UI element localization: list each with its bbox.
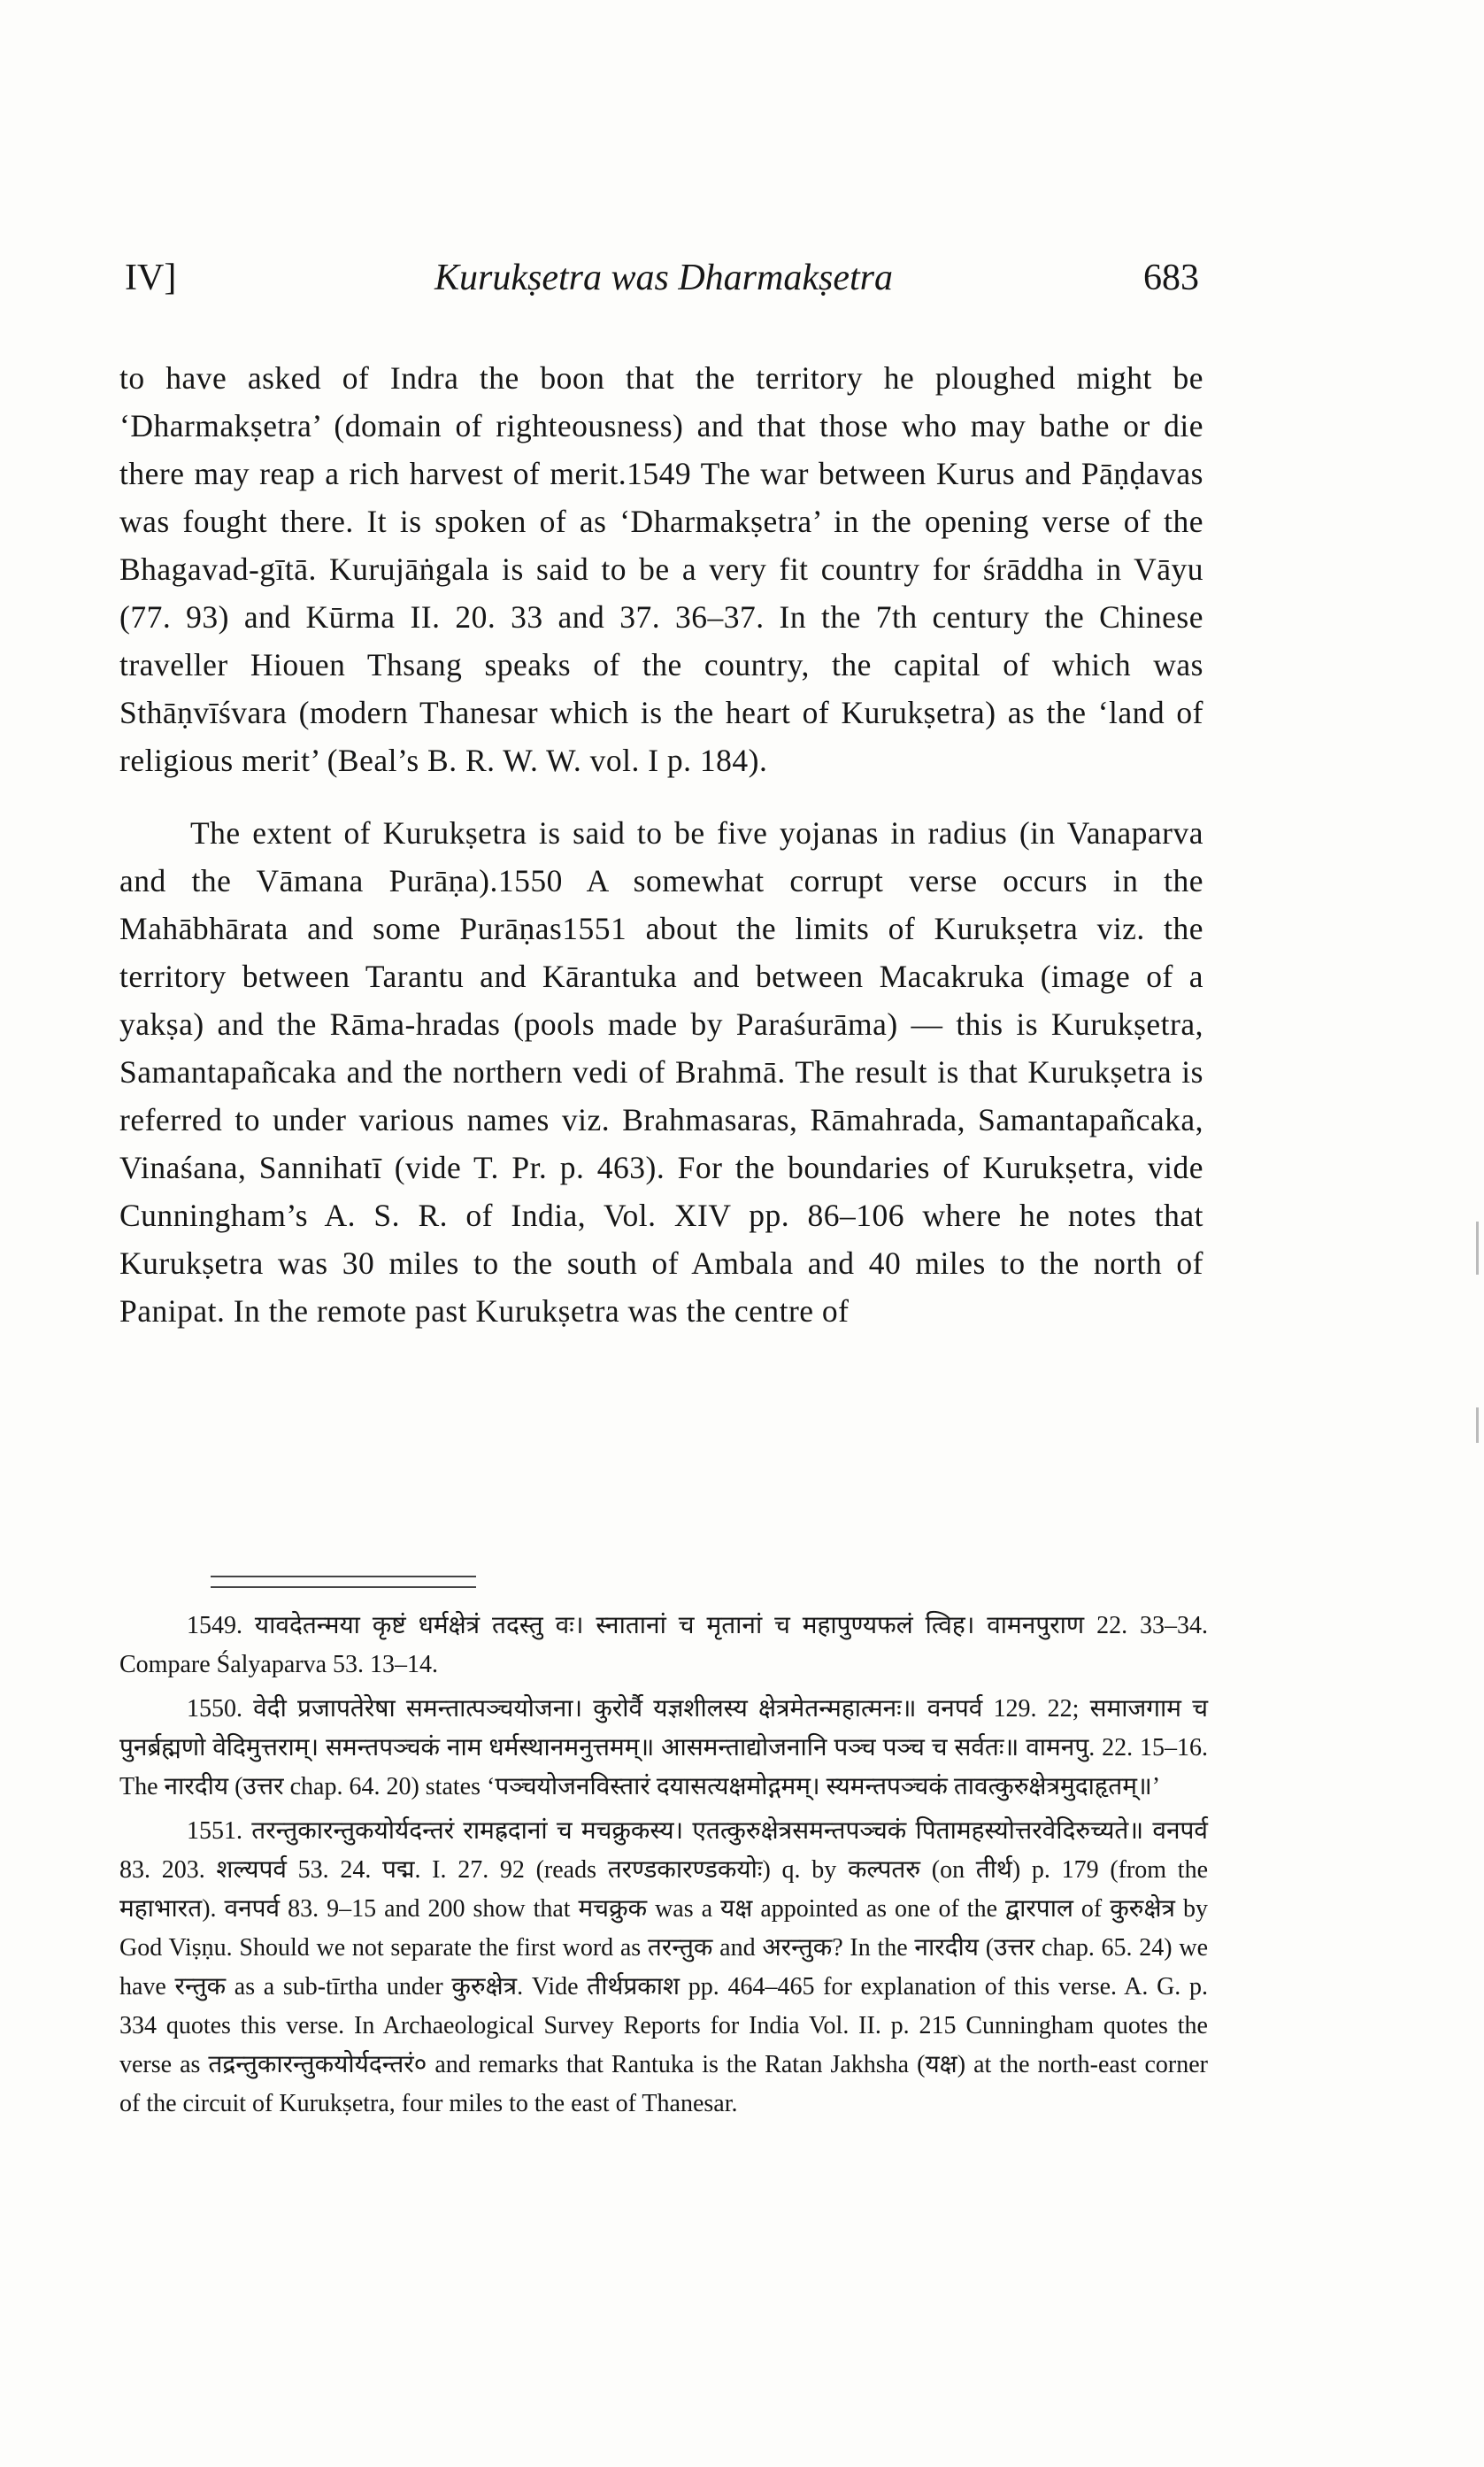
chapter-marker: IV] [125,258,177,298]
footnote-separator [211,1576,476,1588]
scan-edge-mark [1476,1407,1479,1443]
footnotes [119,1607,1208,2129]
footnote-1551: 1551. तरन्तुकारन्तुकयोर्यदन्तरं रामह्रदानां च मचक्रुकस्य। एतत्कुरुक्षेत्रसमन्तपञ्चकं पितामहस्योत्तरवेदिरुच्यते॥ वनपर्व 83. 203. शल्यपर्व 53. 24. पद्म. I. 27. 92 (reads तरण्डकारण्डकयोः) q. by कल्पतरु (on तीर्थ) p. 179 (from the महाभारत). वनपर्व 83. 9–15 and 200 show that मचक्रुक was a यक्ष appointed as one of the द्वारपाल of कुरुक्षेत्र by God Viṣṇu. Should we not separate the first word as तरन्तुक and अरन्तुक? In the नारदीय (उत्तर chap. 65. 24) we have रन्तुक as a sub-tīrtha under कुरुक्षेत्र. Vide तीर्थप्रकाश pp. 464–465 for explanation of this verse. A. G. p. 334 quotes this verse. In Archaeological Survey Reports for India Vol. II. p. 215 Cunningham quotes the verse as तद्रन्तुकारन्तुकयोर्यदन्तरं० and remarks that Rantuka is the Ratan Jakhsha (यक्ष) at the north-east corner of the circuit of Kurukṣetra, four miles to the east of Thanesar. [119,1817,1208,2117]
running-title: Kurukṣetra was Dharmakṣetra [434,258,893,298]
footnote-1550: 1550. वेदी प्रजापतेरेषा समन्तात्पञ्चयोजना। कुरोर्वै यज्ञशीलस्य क्षेत्रमेतन्महात्मनः॥ वनपर्व 129. 22; समाजगाम च पुनर्ब्रह्मणो वेदिमुत्तराम्। समन्तपञ्चकं नाम धर्मस्थानमनुत्तमम्॥ आसमन्ताद्योजनानि पञ्च पञ्च च सर्वतः॥ वामनपु. 22. 15–16. The नारदीय (उत्तर chap. 64. 20) states ‘पञ्चयोजनविस्तारं दयासत्यक्षमोद्गमम्। स्यमन्तपञ्चकं तावत्कुरुक्षेत्रमुदाहृतम्॥’ [119,1695,1208,1800]
paragraph: The extent of Kurukṣetra is said to be five yojanas in radius (in Vanaparva and the Vāmana Purāṇa).1550 A somewhat corrupt verse occurs in the Mahābhārata and some Purāṇas1551 about the limits of Kurukṣetra viz. the territory between Tarantu and Kārantuka and between Macakruka (image of a yakṣa) and the Rāma-hradas (pools made by Paraśurāma) — this is Kurukṣetra, Samantapañcaka and the northern vedi of Brahmā. The result is that Kurukṣetra is referred to under various names viz. Brahmasaras, Rāmahrada, Samantapañcaka, Vinaśana, Sannihatī (vide T. Pr. p. 463). For the boundaries of Kurukṣetra, vide Cunningham’s A. S. R. of India, Vol. XIV pp. 86–106 where he notes that Kurukṣetra was 30 miles to the south of Ambala and 40 miles to the north of Panipat. In the remote past Kurukṣetra was the centre of [119,815,1203,1329]
footnote-1549: 1549. यावदेतन्मया कृष्टं धर्मक्षेत्रं तदस्तु वः। स्नातानां च मृतानां च महापुण्यफलं त्विह। वामनपुराण 22. 33–34. Compare Śalyaparva 53. 13–14. [119,1612,1208,1678]
running-header [119,257,1208,310]
page-number: 683 [1143,258,1199,298]
main-text [119,354,1203,1335]
scan-edge-mark [1476,1222,1479,1275]
paragraph: to have asked of Indra the boon that the territory he ploughed might be ‘Dharmakṣetra’ (domain of righteousness) and that those who may bathe or die there may reap a rich harvest of merit.1549 The war between Kurus and Pāṇḍavas was fought there. It is spoken of as ‘Dharmakṣetra’ in the opening verse of the Bhagavad-gītā. Kurujāṅgala is said to be a very fit country for śrāddha in Vāyu (77. 93) and Kūrma II. 20. 33 and 37. 36–37. In the 7th century the Chinese traveller Hiouen Thsang speaks of the country, the capital of which was Sthāṇvīśvara (modern Thanesar which is the heart of Kurukṣetra) as the ‘land of religious merit’ (Beal’s B. R. W. W. vol. I p. 184). [119,360,1203,778]
